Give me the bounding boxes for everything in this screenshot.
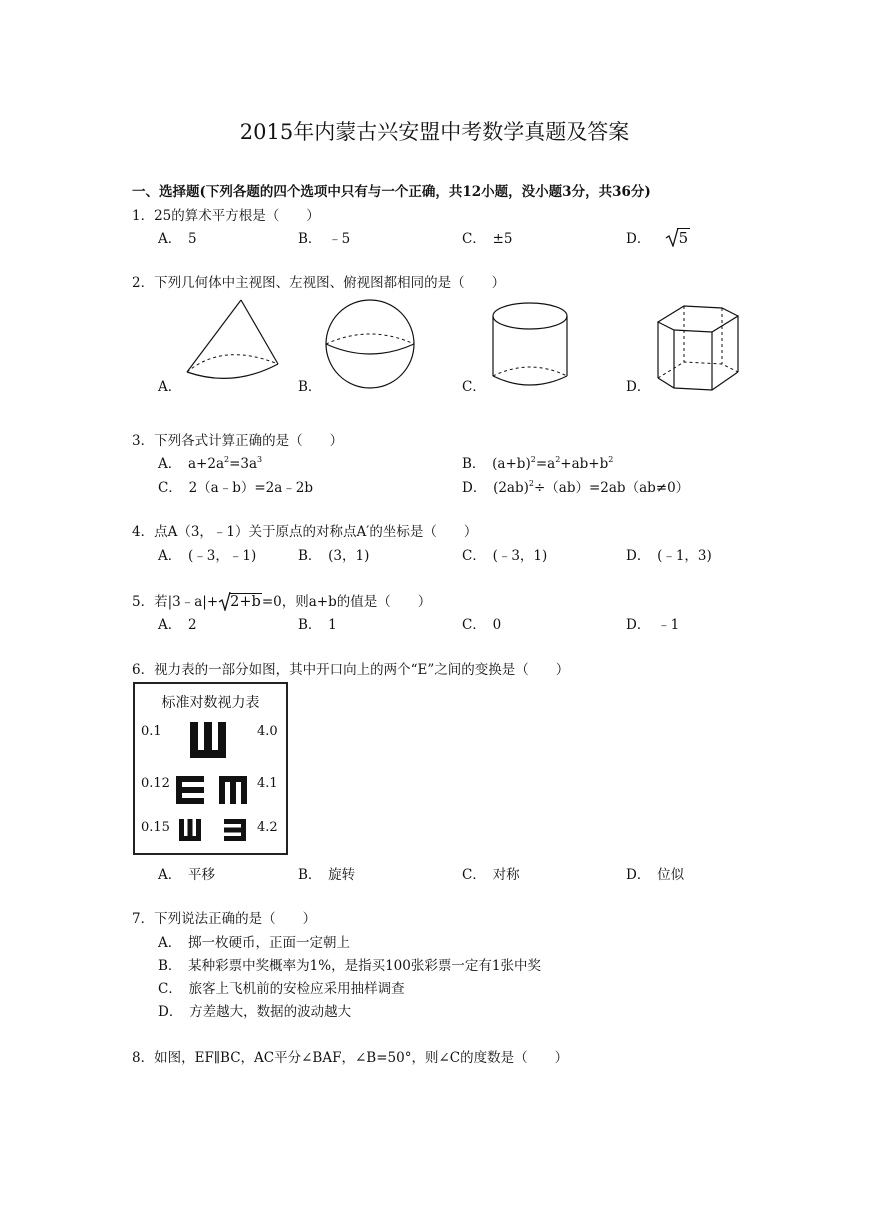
hexagonal-prism-figure	[654, 302, 744, 394]
question-2-option-a: A．	[158, 379, 182, 395]
question-6-stem: 6．视力表的一部分如图，其中开口向上的两个“E”之间的变换是（ ）	[132, 662, 570, 678]
sqrt-expression	[665, 229, 691, 247]
question-5-option-c: C． 0	[462, 617, 502, 633]
question-4-option-a: A． (﹣3，﹣1)	[158, 548, 257, 564]
question-2-option-b: B．	[298, 379, 322, 395]
eye-chart-left-label: 0.1	[141, 724, 162, 739]
eye-chart-left-label: 0.15	[141, 820, 170, 835]
question-2-stem: 2．下列几何体中主视图、左视图、俯视图都相同的是（ ）	[132, 275, 506, 291]
radical-sign	[218, 591, 231, 611]
question-1-option-a: A． 5	[158, 231, 197, 247]
question-4-option-d: D． (﹣1，3)	[626, 548, 712, 564]
e-symbol-up-small	[179, 819, 201, 841]
question-7-stem: 7．下列说法正确的是（ ）	[132, 911, 317, 927]
question-7-option-b: B． 某种彩票中奖概率为1%，是指买100张彩票一定有1张中奖	[158, 958, 541, 974]
question-5-option-a: A． 2	[158, 617, 197, 633]
eye-chart-right-label: 4.2	[257, 820, 278, 835]
page-title: 2015年内蒙古兴安盟中考数学真题及答案	[239, 120, 630, 144]
cylinder-figure	[490, 300, 574, 392]
question-6-option-d: D． 位似	[626, 867, 685, 883]
e-symbol-down	[219, 776, 247, 804]
question-8-stem: 8．如图，EF∥BC，AC平分∠BAF，∠B=50°，则∠C的度数是（ ）	[132, 1050, 569, 1066]
radicand: 5	[678, 229, 689, 247]
question-6-option-b: B． 旋转	[298, 867, 356, 883]
sqrt-expression	[218, 594, 262, 610]
eye-chart-figure	[133, 682, 288, 855]
option-label: D．	[626, 231, 651, 247]
question-3-option-b: B． $(a+b)^2=a^2+ab+b^2$	[462, 455, 614, 472]
question-3-option-d: D． $(2ab)^2\div(ab)=2ab(ab\ne 0)$	[462, 479, 690, 496]
cone-figure	[183, 298, 283, 390]
question-1-option-c: C． ±5	[462, 231, 513, 247]
question-3-option-a: A． $a+2a^2=3a^3$	[158, 455, 263, 472]
question-6-option-c: C． 对称	[462, 867, 520, 883]
question-5-option-d: D． ﹣1	[626, 617, 680, 633]
section-heading: 一、选择题(下列各题的四个选项中只有与一个正确，共12小题，没小题3分，共36分)	[132, 184, 651, 200]
question-3-option-c: C． 2（a﹣b）=2a﹣2b	[158, 480, 314, 496]
question-4-option-b: B． (3，1)	[298, 548, 370, 564]
eye-chart-right-label: 4.0	[257, 724, 278, 739]
question-3-stem: 3．下列各式计算正确的是（ ）	[132, 433, 344, 449]
question-1-stem: 1．25的算术平方根是（ ）	[132, 208, 320, 224]
eye-chart-title: 标准对数视力表	[161, 695, 260, 711]
question-5-stem: 5．若|3﹣a|+ 2+b=0，则a+b的值是（ ）	[132, 590, 431, 610]
question-6-option-a: A． 平移	[158, 867, 215, 883]
eye-chart-left-label: 0.12	[141, 776, 170, 791]
question-5-option-b: B． 1	[298, 617, 337, 633]
question-4-option-c: C． (﹣3，1)	[462, 548, 548, 564]
e-symbol-left	[224, 819, 246, 841]
question-2-option-c: C．	[462, 379, 486, 395]
question-7-option-a: A． 掷一枚硬币，正面一定朝上	[158, 935, 350, 951]
sphere-figure	[322, 298, 422, 390]
question-7-option-d: D． 方差越大，数据的波动越大	[158, 1004, 352, 1020]
e-symbol-right	[176, 776, 204, 804]
question-2-option-d: D．	[626, 379, 651, 395]
radical-sign	[665, 227, 679, 247]
eye-chart-right-label: 4.1	[257, 776, 278, 791]
question-7-option-c: C． 旅客上飞机前的安检应采用抽样调查	[158, 981, 405, 997]
question-1-option-b: B． ﹣5	[298, 231, 351, 247]
question-4-stem: 4．点A（3，﹣1）关于原点的对称点A′的坐标是（ ）	[132, 524, 478, 540]
question-1-option-d	[626, 227, 690, 247]
eye-chart-symbols	[135, 684, 286, 853]
e-symbol-up-large	[190, 722, 226, 758]
radicand: 2+b	[230, 594, 261, 610]
